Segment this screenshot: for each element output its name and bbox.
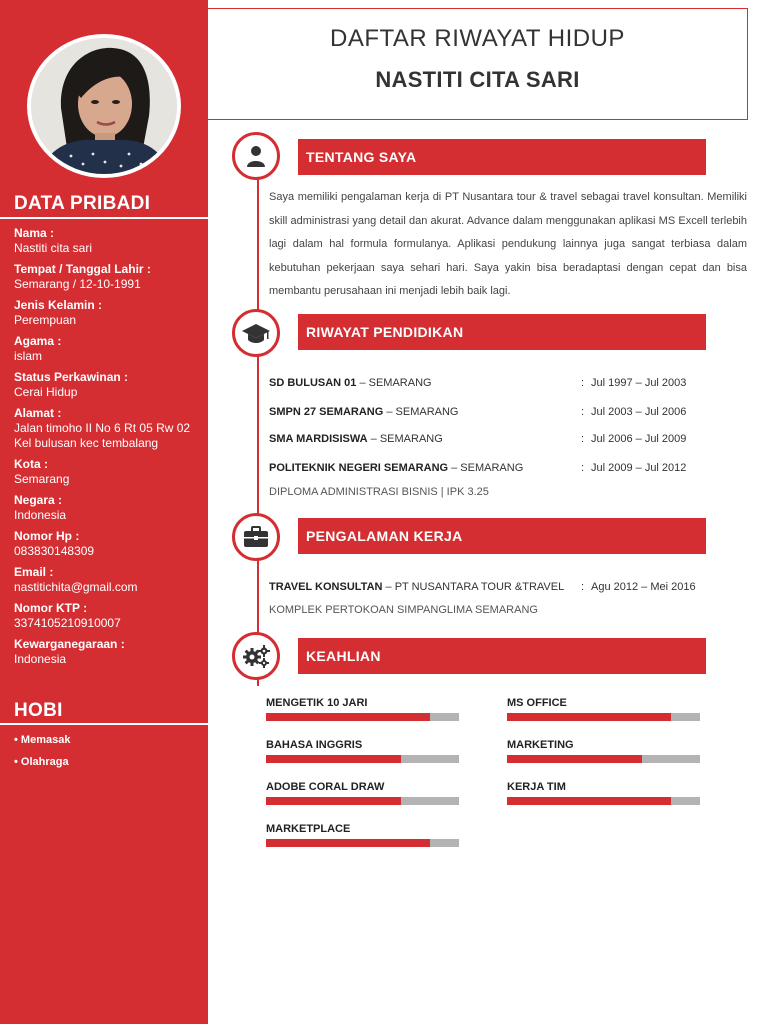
field-label: Tempat / Tanggal Lahir : <box>14 262 151 276</box>
graduation-cap-icon <box>232 309 280 357</box>
education-row <box>269 462 523 474</box>
colon: : <box>581 377 585 389</box>
skill-bar-fill <box>507 713 671 721</box>
field-value: Indonesia <box>14 652 67 666</box>
field-value: nastitichita@gmail.com <box>14 580 138 594</box>
skill-bar <box>266 839 459 847</box>
person-name: NASTITI CITA SARI <box>375 67 580 92</box>
user-icon <box>232 132 280 180</box>
portrait-image <box>31 38 177 174</box>
field-label: Kota : <box>14 457 48 471</box>
education-row <box>269 433 443 445</box>
field-label: Status Perkawinan : <box>14 370 129 384</box>
field-label: Email : <box>14 565 54 579</box>
field-value: Semarang / 12-10-1991 <box>14 277 141 291</box>
skill-bar <box>507 797 700 805</box>
education-date: Jul 2006 – Jul 2009 <box>591 433 687 445</box>
education-note: DIPLOMA ADMINISTRASI BISNIS | IPK 3.25 <box>269 486 489 498</box>
skill-name: MENGETIK 10 JARI <box>266 697 368 709</box>
personal-data-item <box>14 226 202 256</box>
sidebar <box>0 0 208 1024</box>
personal-data-item <box>14 493 202 523</box>
education-date: Jul 1997 – Jul 2003 <box>591 377 687 389</box>
personal-data-item <box>14 406 202 451</box>
school-city: – SEMARANG <box>367 433 443 445</box>
work-row <box>269 581 564 593</box>
education-row <box>269 377 432 389</box>
document-title: DAFTAR RIWAYAT HIDUP <box>330 25 625 52</box>
header-box <box>208 8 748 120</box>
education-row <box>269 406 458 418</box>
field-value: Cerai Hidup <box>14 385 78 399</box>
personal-data-list <box>14 226 202 673</box>
colon: : <box>581 462 585 474</box>
field-label: Nama : <box>14 226 55 240</box>
personal-data-item <box>14 529 202 559</box>
school-name: POLITEKNIK NEGERI SEMARANG <box>269 462 449 474</box>
section-header-skills: KEAHLIAN <box>298 638 706 674</box>
field-value: islam <box>14 349 43 363</box>
skill-bar-fill <box>266 755 401 763</box>
field-value: Nastiti cita sari <box>14 241 93 255</box>
school-name: SMPN 27 SEMARANG <box>269 406 384 418</box>
school-name: SMA MARDISISWA <box>269 433 368 445</box>
skill-bar <box>507 713 700 721</box>
school-city: – SEMARANG <box>448 462 524 474</box>
field-value: Jalan timoho II No 6 Rt 05 Rw 02 Kel bulusan kec tembalang <box>14 421 191 450</box>
data-pribadi-title: DATA PRIBADI <box>14 193 151 214</box>
skill-name: KERJA TIM <box>507 781 566 793</box>
field-label: Alamat : <box>14 406 62 420</box>
personal-data-item <box>14 298 202 328</box>
skill-bar-fill <box>507 797 671 805</box>
field-label: Nomor Hp : <box>14 529 80 543</box>
colon: : <box>581 433 585 445</box>
personal-data-item <box>14 370 202 400</box>
divider <box>0 217 208 219</box>
skill-name: MS OFFICE <box>507 697 567 709</box>
personal-data-item <box>14 262 202 292</box>
field-label: Negara : <box>14 493 63 507</box>
skill-bar <box>266 797 459 805</box>
personal-data-item <box>14 334 202 364</box>
skill-bar-fill <box>266 713 430 721</box>
field-value: Semarang <box>14 472 70 486</box>
colon: : <box>581 406 585 418</box>
work-date: Agu 2012 – Mei 2016 <box>591 581 696 593</box>
personal-data-item <box>14 565 202 595</box>
timeline-line <box>257 176 259 686</box>
skill-bar-fill <box>266 839 430 847</box>
section-header-about: TENTANG SAYA <box>298 139 706 175</box>
field-label: Jenis Kelamin : <box>14 298 103 312</box>
school-city: – SEMARANG <box>356 377 432 389</box>
section-header-education: RIWAYAT PENDIDIKAN <box>298 314 706 350</box>
education-date: Jul 2009 – Jul 2012 <box>591 462 687 474</box>
field-label: Agama : <box>14 334 62 348</box>
education-date: Jul 2003 – Jul 2006 <box>591 406 687 418</box>
skill-name: BAHASA INGGRIS <box>266 739 363 751</box>
field-value: 3374105210910007 <box>14 616 121 630</box>
skill-name: ADOBE CORAL DRAW <box>266 781 385 793</box>
skill-bar-fill <box>266 797 401 805</box>
skill-name: MARKETING <box>507 739 574 751</box>
hobi-title: HOBI <box>14 700 63 721</box>
hobby-item: • Olahraga <box>14 756 69 768</box>
field-value: Perempuan <box>14 313 77 327</box>
personal-data-item <box>14 637 202 667</box>
field-value: Indonesia <box>14 508 67 522</box>
profile-photo <box>27 34 181 178</box>
personal-data-item <box>14 601 202 631</box>
hobby-item: • Memasak <box>14 734 71 746</box>
about-text: Saya memiliki pengalaman kerja di PT Nusantara tour & travel sebagai travel konsultan. Memiliki skill administrasi yang detail dan akurat. Advance dalam menggunakan aplikasi MS Excell terlebih lagi dalam hal formula formulanya. Aplikasi pendukung lainnya juga sangat terbiasa dalam kebutuhan pekerjaan saya sehari hari. Saya yakin bisa beradaptasi dengan cepat dan bisa membantu perusahaan ini menjadi lebih baik lagi. <box>269 191 747 297</box>
work-address: KOMPLEK PERTOKOAN SIMPANGLIMA SEMARANG <box>269 604 538 616</box>
field-label: Kewarganegaraan : <box>14 637 125 651</box>
skill-bar-fill <box>507 755 642 763</box>
skill-bar <box>266 713 459 721</box>
field-label: Nomor KTP : <box>14 601 88 615</box>
section-header-work: PENGALAMAN KERJA <box>298 518 706 554</box>
gears-icon <box>232 632 280 680</box>
briefcase-icon <box>232 513 280 561</box>
colon: : <box>581 581 585 593</box>
skill-name: MARKETPLACE <box>266 823 351 835</box>
skill-bar <box>507 755 700 763</box>
job-role: TRAVEL KONSULTAN <box>269 581 383 593</box>
field-value: 083830148309 <box>14 544 95 558</box>
divider <box>0 723 208 725</box>
personal-data-item <box>14 457 202 487</box>
job-company: – PT NUSANTARA TOUR &TRAVEL <box>382 581 565 593</box>
skill-bar <box>266 755 459 763</box>
school-name: SD BULUSAN 01 <box>269 377 357 389</box>
school-city: – SEMARANG <box>383 406 459 418</box>
